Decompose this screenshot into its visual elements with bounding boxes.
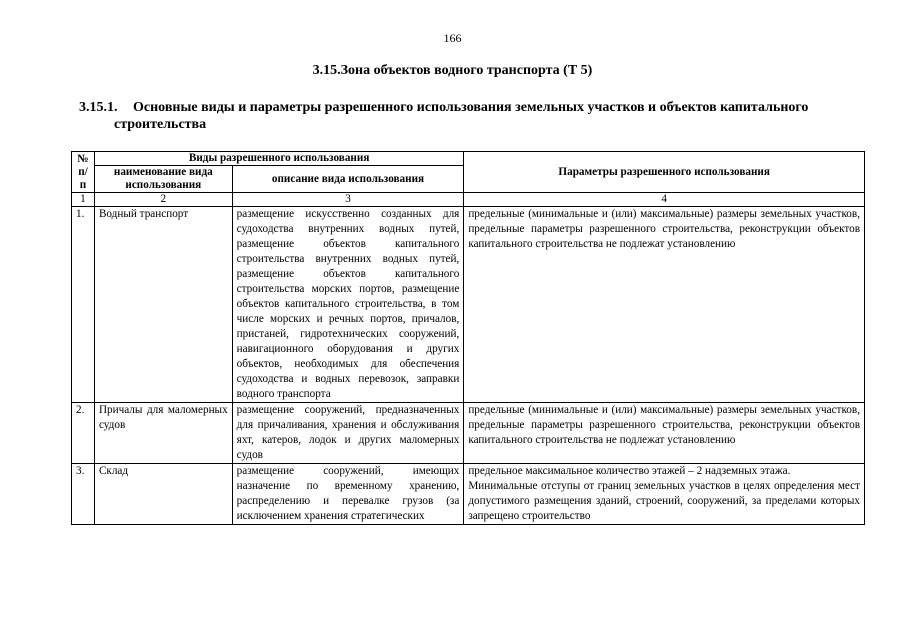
table-row [72,403,865,464]
subsection-number: 3.15.1. [79,100,118,115]
subsection-heading [79,99,879,133]
page-number: 166 [443,31,462,45]
section-title: 3.15.Зона объектов водного транспорта (Т 5) [312,63,593,78]
subsection-title-line2: строительства [114,117,207,132]
column-number: 3 [232,193,464,207]
use-params: предельные (минимальные и (или) максимальные) размеры земельных участков, предельные параметры разрешенного строительства, реконструкции объектов капитального строительства не подлежат установлению [464,207,865,403]
row-number: 2. [72,403,95,464]
row-number: 3. [72,464,95,525]
table-row [72,464,865,525]
use-description: размещение сооружений, предназначенных для причаливания, хранения и обслуживания яхт, катеров, лодок и других маломерных судов [232,403,464,464]
header-description: описание вида использования [232,166,464,193]
use-description: размещение сооружений, имеющих назначение по временному хранению, распределению и перевалке грузов (за исключением хранения стратегических [232,464,464,525]
params-line: Минимальные отступы от границ земельных участков в целях определения мест допустимого размещения зданий, строений, сооружений, за пределами которых запрещено строительство [468,480,860,522]
column-number-row [72,193,865,207]
header-params: Параметры разрешенного использования [464,152,865,193]
column-number: 1 [72,193,95,207]
table-row [72,207,865,403]
use-params [464,464,865,525]
column-number: 2 [94,193,232,207]
column-number: 4 [464,193,865,207]
use-name: Водный транспорт [94,207,232,403]
use-name: Причалы для маломерных судов [94,403,232,464]
header-num: № п/п [72,152,95,193]
use-params: предельные (минимальные и (или) максимальные) размеры земельных участков, предельные параметры разрешенного строительства, реконструкции объектов капитального строительства не подлежат установлению [464,403,865,464]
land-use-table [71,151,865,525]
use-description: размещение искусственно созданных для судоходства внутренних водных путей, размещение объектов капитального строительства внутренних водных путей, размещение объектов капитального строительства морских портов, размещение объектов капитального строительства, в том числе морских и речных портов, причалов, пристаней, гидротехнических сооружений, навигационного оборудования и других объектов, необходимых для обеспечения судоходства и водных перевозок, заправки водного транспорта [232,207,464,403]
header-use-types: Виды разрешенного использования [94,152,463,166]
use-name: Склад [94,464,232,525]
header-name: наименование вида использования [94,166,232,193]
row-number: 1. [72,207,95,403]
subsection-title-line1: Основные виды и параметры разрешенного использования земельных участков и объектов капитального [133,100,809,115]
params-line: предельное максимальное количество этажей – 2 надземных этажа. [468,465,791,477]
